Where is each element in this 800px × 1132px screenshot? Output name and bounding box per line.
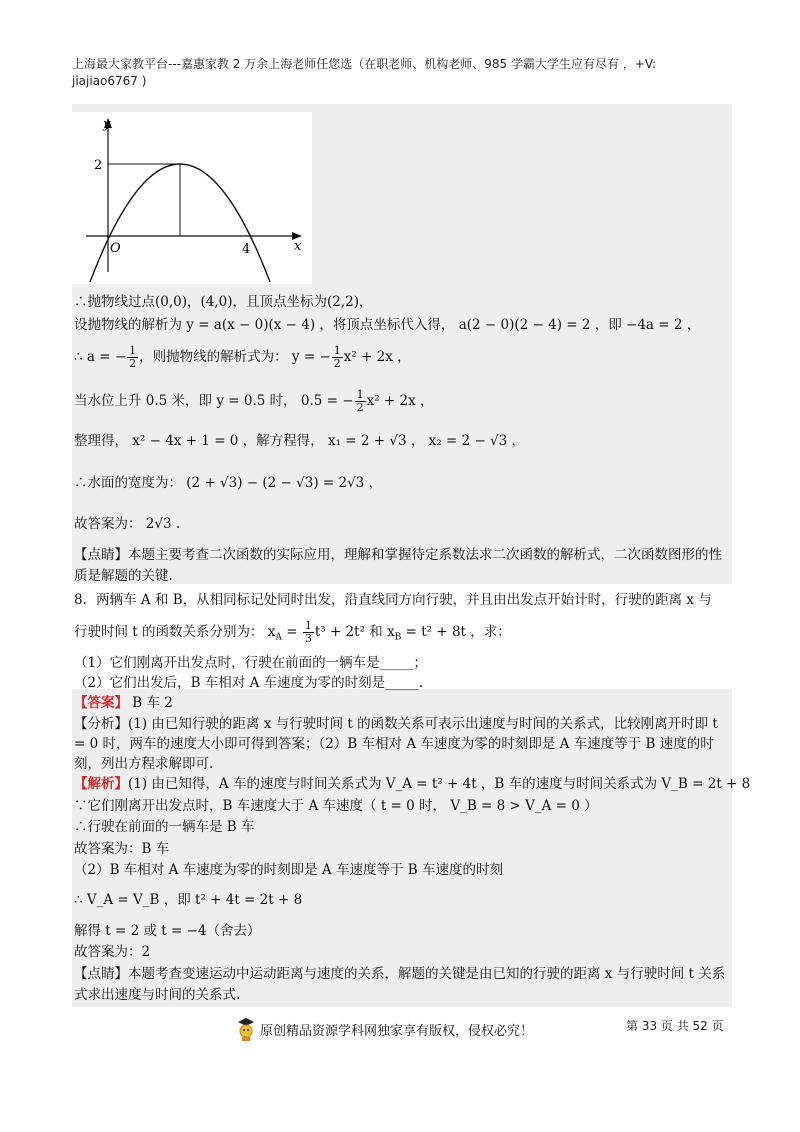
sol7-line-6: ∴水面的宽度为： (2 + √3) − (2 − √3) = 2√3 ， [74,475,383,491]
sub-b: B [394,632,402,643]
header-line-1: 上海最大家教平台---嘉惠家教 2 万余上海老师任您选（在职老师、机构老师、985 学霸大学生应有尽有 ，+V: [72,57,657,71]
answer-value: B 车 2 [128,695,173,711]
page-header [72,56,732,90]
ans8-s4: 故答案为：B 车 [74,841,170,857]
sol7-l4a: 当水位上升 0.5 米，即 y = 0.5 时， 0.5 = − [74,393,354,409]
x-label: x [294,239,302,254]
page-number: 第 33 页 共 52 页 [626,1019,724,1033]
ans8-s5: （2）B 车相对 A 车速度为零的时刻即是 A 车速度等于 B 车速度的时刻 [74,862,503,878]
q8-l2d: = t² + 8t ，求： [401,624,511,640]
ans8-analysis [74,714,729,774]
header-line-2: jiajiao6767 ) [72,74,147,88]
sol7-l3c: x² + 2x ， [343,349,411,365]
fraction-third [303,620,314,645]
y-label: y [103,117,111,132]
sol7-line-3 [74,345,411,370]
solution-text: (1) 由已知得，A 车的速度与时间关系式为 V_A = t² + 4t ，B 车的速度与时间关系式为 V_B = 2t + 8 [128,776,751,792]
ans8-s3: ∴行驶在前面的一辆车是 B 车 [74,819,255,835]
frac-den-3: 2 [356,401,364,414]
q8-l2a: 行驶时间 t 的函数关系分别为： x [74,624,276,640]
sol7-line-1: ∴抛物线过点(0,0)，(4,0)，且顶点坐标为(2,2)， [74,294,373,310]
sol7-l3b: ，则抛物线的解析式为： y = − [139,349,331,365]
ans8-s7: 解得 t = 2 或 t = −4（舍去） [74,923,261,939]
origin-label: O [110,241,121,256]
ans8-s8: 故答案为：2 [74,944,151,960]
ans8-s6: ∴ V_A = V_B ，即 t² + 4t = 2t + 8 [74,892,303,908]
solution-tag: 【解析】 [74,776,128,792]
fraction-half-3 [355,389,366,414]
frac-num-3: 1 [356,388,364,401]
tick-4-label: 4 [242,242,251,257]
answer-tag: 【答案】 [74,695,128,711]
sol7-l3a: ∴ a = − [74,349,127,365]
frac-num: 1 [129,344,137,357]
ans8-solution [74,775,750,793]
analysis-text: (1) 由已知行驶的距离 x 与行驶时间 t 的函数关系可表示出速度与时间的关系式，比较刚离开时即 t = 0 时，两车的速度大小即可得到答案；（2）B 车相对 A 车速度为零的时刻即是 A 车速度等于 B 速度的时刻，列出方程求解即可. [74,716,718,772]
frac-den: 2 [129,357,137,370]
q8-part-1: （1）它们刚离开出发点时，行驶在前面的一辆车是_____； [74,655,427,671]
sol7-line-4 [74,389,434,414]
parabola-graph [72,112,312,284]
sol7-note: 【点睛】本题主要考查二次函数的实际应用，理解和掌握待定系数法求二次函数的解析式，二次函数图形的性质是解题的关键. [74,547,722,584]
sol7-line-2: 设抛物线的解析为 y = a(x − 0)(x − 4) ，将顶点坐标代入得， a(2 − 0)(2 − 4) = 2 ，即 −4a = 2 ， [74,317,701,333]
footer-mark-text: 原创精品资源学科网独家享有版权，侵权必究！ [260,1023,534,1039]
q8-line-2 [74,620,511,647]
sol7-line-5: 整理得， x² − 4x + 1 = 0 ，解方程得， x₁ = 2 + √3 ， x₂ = 2 − √3 ， [74,433,526,449]
frac-den-2: 2 [333,357,341,370]
ans8-note: 【点睛】本题考查变速运动中运动距离与速度的关系，解题的关键是由已知的行驶的距离 x 与行驶时间 t 关系式求出速度与时间的关系式. [74,966,726,1003]
ans8-s2: ∵它们刚离开出发点时，B 车速度大于 A 车速度（ t = 0 时， V_B = 8 > V_A = 0 ） [74,798,598,814]
sol7-line-7: 故答案为： 2√3 . [74,516,181,532]
q8-l2b: = [281,624,302,640]
frac-num-2: 1 [333,344,341,357]
q8-line-1: 8．两辆车 A 和 B，从相同标记处同时出发，沿直线同方向行驶，并且由出发点开始计时，行驶的距离 x 与 [74,592,712,608]
q8-l2c: t³ + 2t² 和 x [314,624,395,640]
q8-part-2: （2）它们出发后，B 车相对 A 车速度为零的时刻是_____. [74,675,424,691]
sub-a: A [275,632,282,643]
parabola-svg [72,112,312,284]
analysis-tag: 【分析】 [74,716,128,732]
third-num: 1 [304,619,312,632]
footer-copyright [236,1016,533,1042]
fraction-half [127,345,138,370]
sol7-l4b: x² + 2x ， [366,393,434,409]
tick-2-label: 2 [94,158,103,173]
ans8-answer [74,694,173,712]
mascot-icon [236,1016,256,1042]
fraction-half-2 [332,345,343,370]
third-den: 3 [304,632,312,645]
